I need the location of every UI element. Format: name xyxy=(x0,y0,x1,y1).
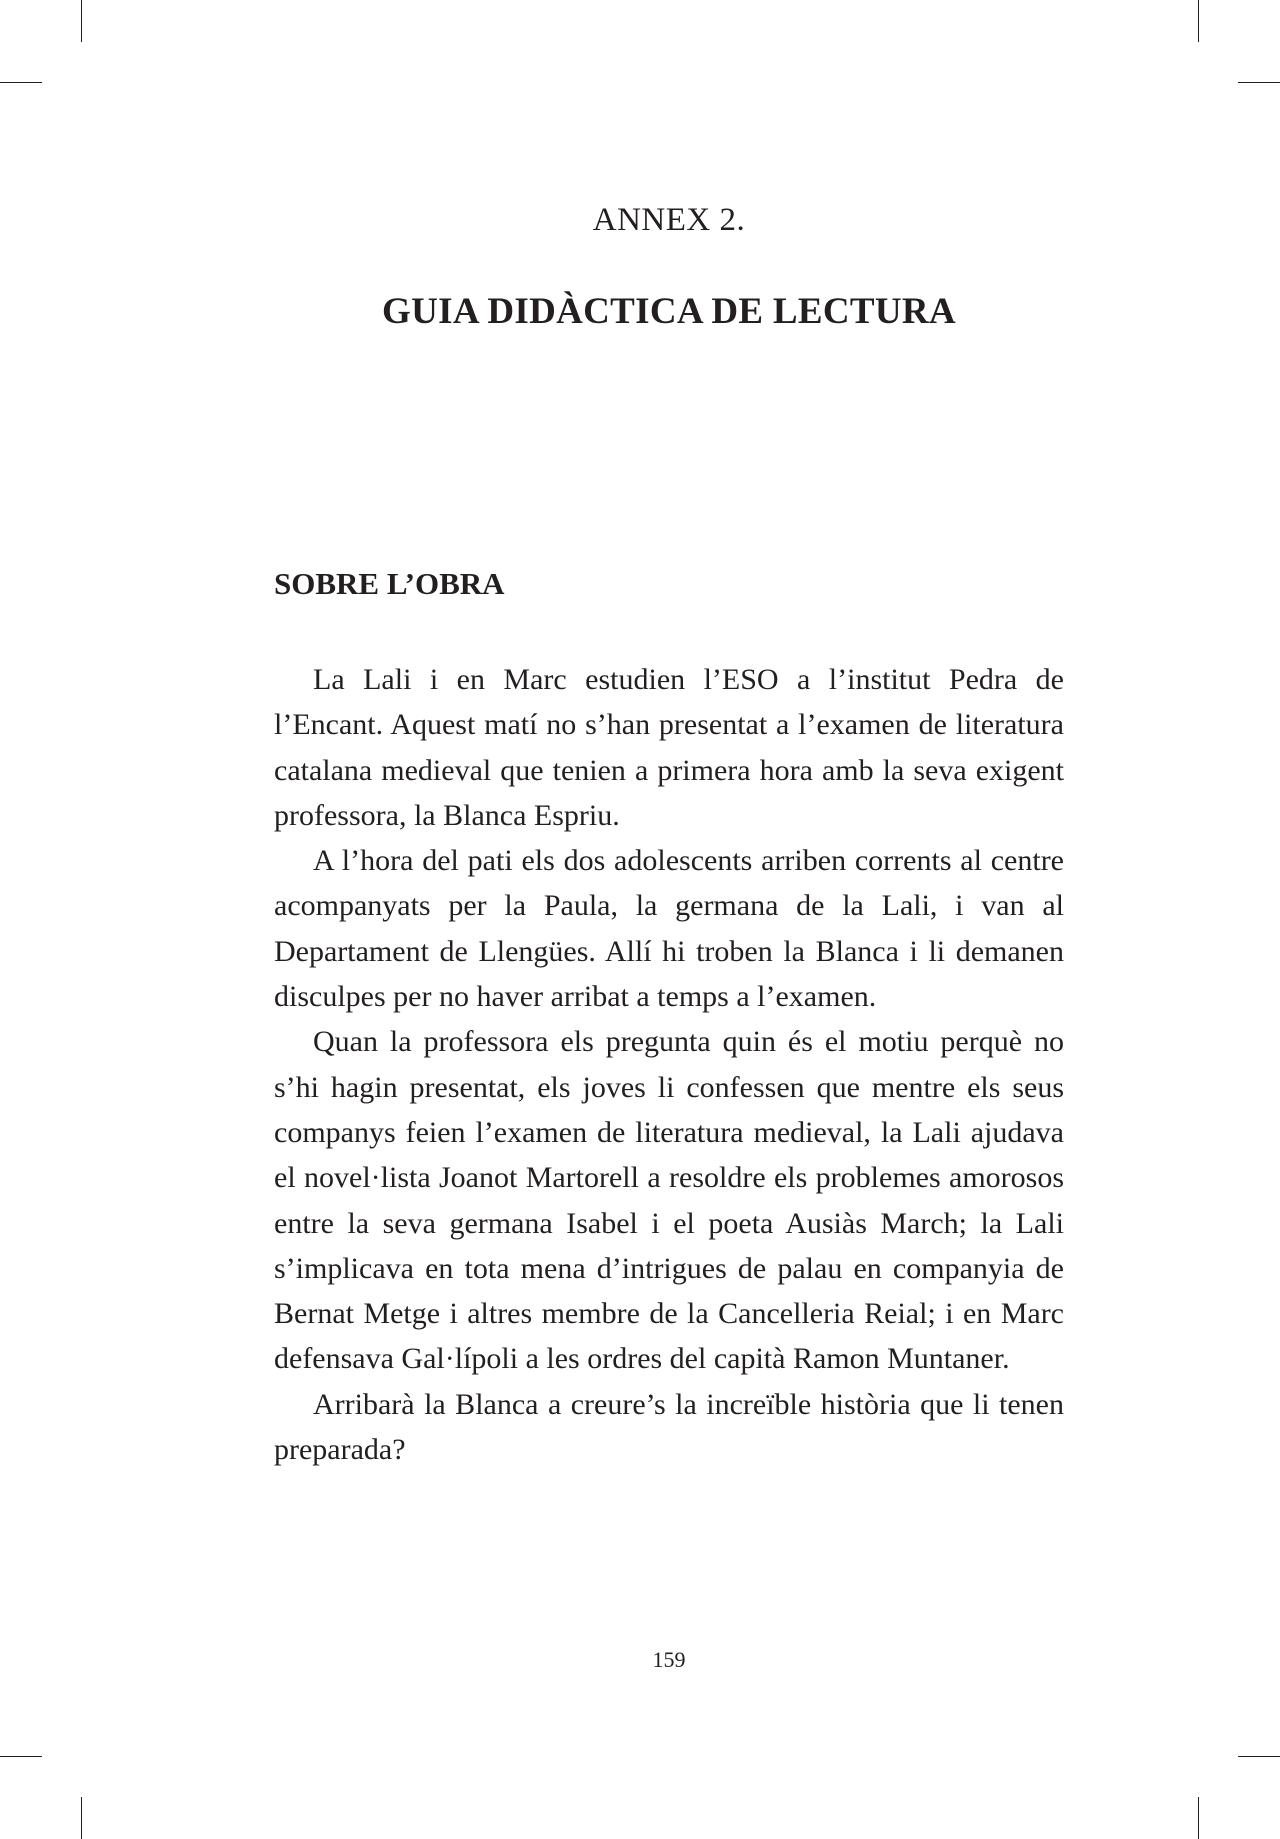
crop-mark-bottom-left-vertical xyxy=(81,1797,82,1839)
paragraph: Arribarà la Blanca a creure’s la increïble història que li tenen preparada? xyxy=(274,1387,1064,1467)
crop-mark-bottom-right-vertical xyxy=(1198,1797,1199,1839)
crop-mark-top-left-vertical xyxy=(81,0,82,42)
book-page xyxy=(274,0,1064,1839)
paragraph: Quan la professora els pregunta quin és el motiu perquè no s’hi hagin presentat, els joves li confessen que mentre els seus companys feien l’examen de literatura medieval, la Lali ajudava el novel·lista Joanot Martorell a resoldre els problemes amorosos entre la seva germana Isabel i el poeta Ausiàs March; la Lali s’implicava en tota mena d’intrigues de palau en companyia de Bernat Metge i altres membre de la Cancelleria Reial; i en Marc defensava Gal·lípoli a les ordres del capità Ramon Muntaner. xyxy=(274,1025,1064,1376)
annex-title: GUIA DIDÀCTICA DE LECTURA xyxy=(382,291,956,332)
crop-mark-top-left-horizontal xyxy=(0,82,42,83)
page-number: 159 xyxy=(652,1647,686,1672)
crop-mark-bottom-right-horizontal xyxy=(1238,1756,1280,1757)
paragraph: A l’hora del pati els dos adolescents arriben corrents al centre acompanyats per la Paula, la germana de la Lali, i van al Departament de Llengües. Allí hi troben la Blanca i li demanen disculpes per no haver arribat a temps a l’examen. xyxy=(274,844,1064,1014)
crop-mark-bottom-left-horizontal xyxy=(0,1756,42,1757)
section-heading: SOBRE L’OBRA xyxy=(274,566,505,601)
body-text xyxy=(274,657,1064,1472)
annex-label: ANNEX 2. xyxy=(592,202,746,238)
paragraph: La Lali i en Marc estudien l’ESO a l’institut Pedra de l’Encant. Aquest matí no s’han presentat a l’examen de literatura catalana medieval que tenien a primera hora amb la seva exigent professora, la Blanca Espriu. xyxy=(274,663,1064,832)
crop-mark-top-right-vertical xyxy=(1198,0,1199,42)
crop-mark-top-right-horizontal xyxy=(1238,82,1280,83)
